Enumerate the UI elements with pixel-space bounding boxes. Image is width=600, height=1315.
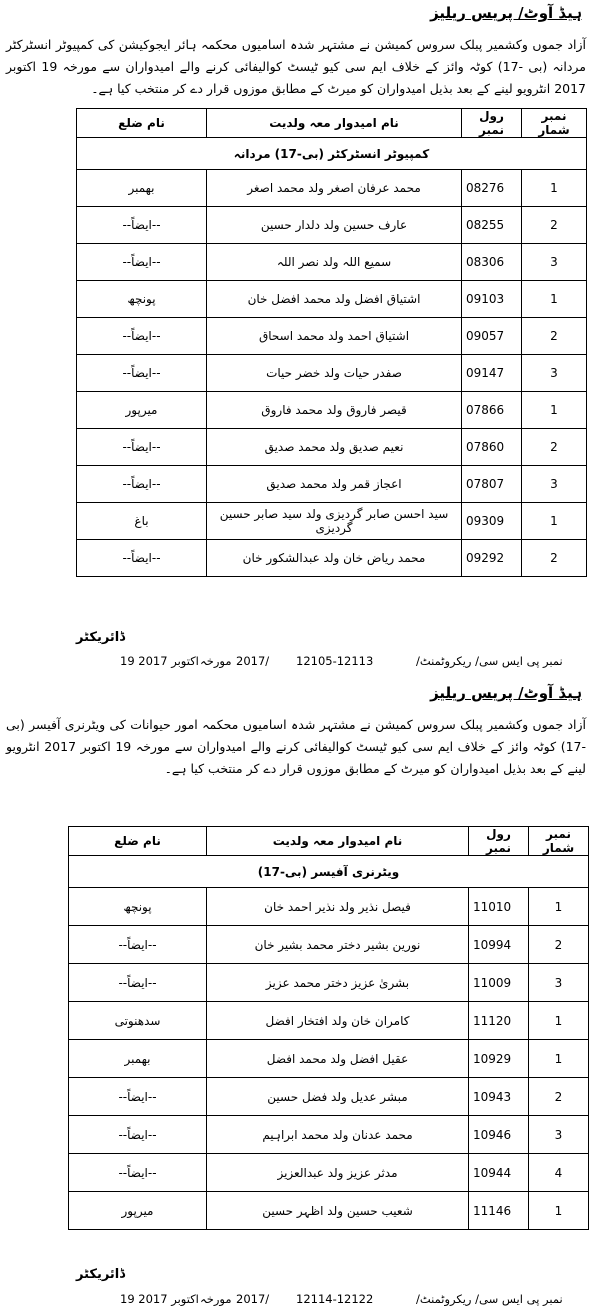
serial-cell: 4	[529, 1154, 589, 1192]
name-cell: محمد ریاض خان ولد عبدالشکور خان	[207, 540, 462, 577]
header-serial: نمبر شمار	[522, 109, 587, 138]
serial-cell: 1	[529, 1192, 589, 1230]
roll-cell: 11146	[469, 1192, 529, 1230]
district-cell: باغ	[77, 503, 207, 540]
district-cell: --ایضاً--	[77, 207, 207, 244]
table-row	[77, 429, 587, 466]
roll-cell: 10943	[469, 1078, 529, 1116]
serial-cell: 2	[529, 926, 589, 964]
serial-cell: 1	[522, 503, 587, 540]
ref-label: نمبر پی ایس سی/ ریکروٹمنٹ/	[416, 1292, 563, 1306]
ref-date-value: 19 اکتوبر 2017	[120, 654, 199, 668]
table-row	[77, 170, 587, 207]
header-district: نام ضلع	[77, 109, 207, 138]
district-cell: پونچھ	[69, 888, 207, 926]
name-cell: نعیم صدیق ولد محمد صدیق	[207, 429, 462, 466]
roll-cell: 10944	[469, 1154, 529, 1192]
district-cell: بھمبر	[77, 170, 207, 207]
serial-cell: 1	[529, 1002, 589, 1040]
district-cell: بھمبر	[69, 1040, 207, 1078]
serial-cell: 3	[529, 964, 589, 1002]
roll-cell: 07866	[462, 392, 522, 429]
table-row	[77, 244, 587, 281]
ref-label: نمبر پی ایس سی/ ریکروٹمنٹ/	[416, 654, 563, 668]
serial-cell: 1	[529, 1040, 589, 1078]
press-release-heading-2: ہیڈ آوٹ/ پریس ریلیز	[430, 684, 582, 702]
serial-cell: 3	[522, 244, 587, 281]
ref-number: 12114-12122	[296, 1292, 374, 1306]
district-cell: --ایضاً--	[77, 466, 207, 503]
name-cell: نورین بشیر دختر محمد بشیر خان	[207, 926, 469, 964]
serial-cell: 2	[522, 207, 587, 244]
header-name: نام امیدوار معہ ولدیت	[207, 109, 462, 138]
roll-cell: 07807	[462, 466, 522, 503]
district-cell: میرپور	[69, 1192, 207, 1230]
roll-cell: 11120	[469, 1002, 529, 1040]
table-row	[69, 1192, 589, 1230]
ref-date-label: مورخہ	[200, 1292, 232, 1306]
press-release-paragraph-2: آزاد جموں وکشمیر پبلک سروس کمیشن نے مشتہر شدہ اسامیوں محکمہ امور حیوانات کی ویٹرنری آفیسر (بی -17) کوٹہ وائز کے خلاف ایم سی کیو ٹیسٹ کوالیفائی کرنے والے امیدواران سے مورخہ 19 اکتوبر 2017 انٹرویو لینے کے بعد بذیل امیدواران کو میرٹ کے مطابق موزوں قرار دے کر منتخب کیا ہے۔	[6, 717, 586, 776]
table-row	[77, 466, 587, 503]
table-row	[77, 503, 587, 540]
district-cell: --ایضاً--	[77, 318, 207, 355]
name-cell: سمیع اللہ ولد نصر اللہ	[207, 244, 462, 281]
header-serial: نمبر شمار	[529, 827, 589, 856]
serial-cell: 1	[522, 170, 587, 207]
name-cell: کامران خان ولد افتخار افضل	[207, 1002, 469, 1040]
name-cell: عارف حسین ولد دلدار حسین	[207, 207, 462, 244]
serial-cell: 3	[522, 355, 587, 392]
name-cell: عقیل افضل ولد محمد افضل	[207, 1040, 469, 1078]
post-title-2: ویٹرنری آفیسر (بی-17)	[69, 856, 589, 888]
ref-year: 2017/	[236, 654, 270, 668]
name-cell: اعجاز قمر ولد محمد صدیق	[207, 466, 462, 503]
district-cell: میرپور	[77, 392, 207, 429]
name-cell: فیصل نذیر ولد نذیر احمد خان	[207, 888, 469, 926]
roll-cell: 09292	[462, 540, 522, 577]
serial-cell: 2	[522, 318, 587, 355]
district-cell: --ایضاً--	[77, 355, 207, 392]
roll-cell: 11009	[469, 964, 529, 1002]
press-release-heading-1: ہیڈ آوٹ/ پریس ریلیز	[430, 4, 582, 22]
table-row	[69, 1154, 589, 1192]
name-cell: اشتیاق احمد ولد محمد اسحاق	[207, 318, 462, 355]
name-cell: صفدر حیات ولد خضر حیات	[207, 355, 462, 392]
serial-cell: 2	[529, 1078, 589, 1116]
selection-table-2	[68, 826, 589, 1230]
district-cell: --ایضاً--	[69, 1154, 207, 1192]
district-cell: سدھنوتی	[69, 1002, 207, 1040]
roll-cell: 08306	[462, 244, 522, 281]
table-row	[77, 540, 587, 577]
table-row	[69, 888, 589, 926]
header-district: نام ضلع	[69, 827, 207, 856]
name-cell: محمد عدنان ولد محمد ابراہیم	[207, 1116, 469, 1154]
name-cell: محمد عرفان اصغر ولد محمد اصغر	[207, 170, 462, 207]
serial-cell: 1	[522, 392, 587, 429]
roll-cell: 09057	[462, 318, 522, 355]
ref-number: 12105-12113	[296, 654, 374, 668]
roll-cell: 09147	[462, 355, 522, 392]
roll-cell: 09309	[462, 503, 522, 540]
header-roll: رول نمبر	[462, 109, 522, 138]
table-row	[77, 318, 587, 355]
table-row	[69, 964, 589, 1002]
table-row	[77, 281, 587, 318]
district-cell: --ایضاً--	[77, 429, 207, 466]
roll-cell: 09103	[462, 281, 522, 318]
roll-cell: 08276	[462, 170, 522, 207]
serial-cell: 2	[522, 540, 587, 577]
serial-cell: 1	[529, 888, 589, 926]
roll-cell: 10929	[469, 1040, 529, 1078]
name-cell: مدثر عزیز ولد عبدالعزیز	[207, 1154, 469, 1192]
name-cell: بشریٰ عزیز دختر محمد عزیز	[207, 964, 469, 1002]
ref-date-value: 19 اکتوبر 2017	[120, 1292, 199, 1306]
district-cell: --ایضاً--	[69, 1116, 207, 1154]
ref-date-label: مورخہ	[200, 654, 232, 668]
header-roll: رول نمبر	[469, 827, 529, 856]
serial-cell: 3	[522, 466, 587, 503]
selection-table-1	[76, 108, 587, 577]
district-cell: --ایضاً--	[77, 244, 207, 281]
roll-cell: 07860	[462, 429, 522, 466]
table-row	[69, 1116, 589, 1154]
director-signature-2: ڈائریکٹر	[76, 1267, 126, 1282]
serial-cell: 2	[522, 429, 587, 466]
header-name: نام امیدوار معہ ولدیت	[207, 827, 469, 856]
table-row	[77, 355, 587, 392]
serial-cell: 1	[522, 281, 587, 318]
name-cell: اشتیاق افضل ولد محمد افضل خان	[207, 281, 462, 318]
serial-cell: 3	[529, 1116, 589, 1154]
press-release-paragraph-1: آزاد جموں وکشمیر پبلک سروس کمیشن نے مشتہر شدہ اسامیوں محکمہ ہائر ایجوکیشن کی کمپیوٹر انسٹرکٹر مردانہ (بی -17) کوٹہ وائز کے خلاف ایم سی کیو ٹیسٹ کوالیفائی کرنے والے امیدواران سے مورخہ 19 اکتوبر 2017 انٹرویو لینے کے بعد بذیل امیدواران کو میرٹ کے مطابق موزوں قرار دے کر منتخب کیا ہے۔	[6, 37, 586, 96]
table-row	[69, 1040, 589, 1078]
roll-cell: 08255	[462, 207, 522, 244]
table-row	[77, 207, 587, 244]
roll-cell: 10946	[469, 1116, 529, 1154]
roll-cell: 11010	[469, 888, 529, 926]
ref-year: 2017/	[236, 1292, 270, 1306]
name-cell: سید احسن صابر گردیزی ولد سید صابر حسین گردیزی	[207, 503, 462, 540]
name-cell: شعیب حسین ولد اظہر حسین	[207, 1192, 469, 1230]
name-cell: مبشر عدیل ولد فضل حسین	[207, 1078, 469, 1116]
table-row	[69, 1002, 589, 1040]
table-row	[69, 926, 589, 964]
district-cell: --ایضاً--	[69, 964, 207, 1002]
district-cell: --ایضاً--	[69, 926, 207, 964]
district-cell: پونچھ	[77, 281, 207, 318]
table-row	[77, 392, 587, 429]
table-row	[69, 1078, 589, 1116]
district-cell: --ایضاً--	[69, 1078, 207, 1116]
district-cell: --ایضاً--	[77, 540, 207, 577]
post-title-1: کمپیوٹر انسٹرکٹر (بی-17) مردانہ	[77, 138, 587, 170]
roll-cell: 10994	[469, 926, 529, 964]
director-signature-1: ڈائریکٹر	[76, 630, 126, 645]
name-cell: قیصر فاروق ولد محمد فاروق	[207, 392, 462, 429]
